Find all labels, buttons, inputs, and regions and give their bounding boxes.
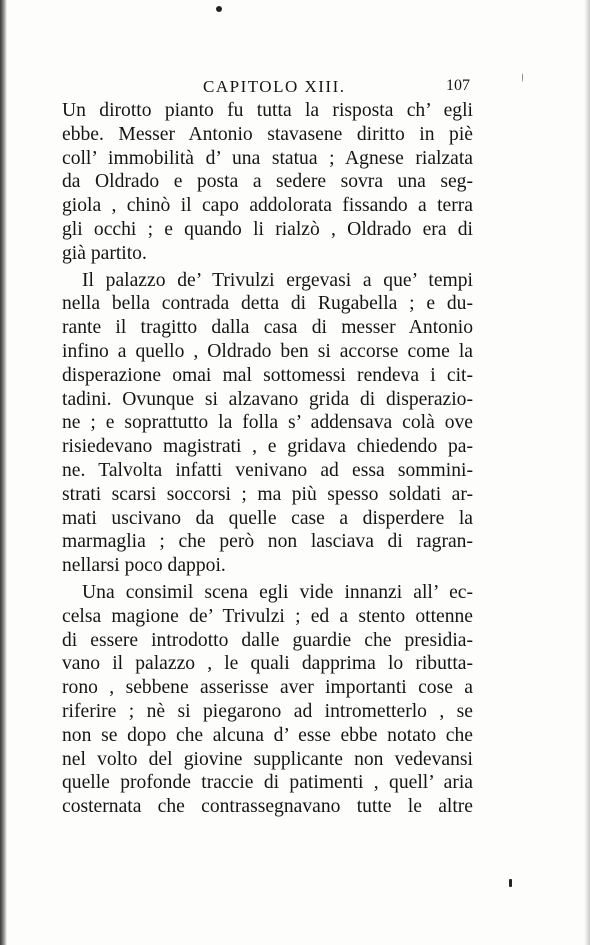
text-line: vano il palazzo , le quali dapprima lo ributta- [62,653,473,675]
text-line: ebbe. Messer Antonio stavasene diritto in piè [62,123,473,145]
text-line: rono , sebbene asserisse aver importanti cose a [62,677,473,699]
text-line: Una consimil scena egli vide innanzi all’ ec- [82,581,473,603]
text-line: coll’ immobilità d’ una statua ; Agnese rialzata [62,147,473,169]
text-line: non se dopo che alcuna d’ esse ebbe notato che [62,724,473,746]
text-line: riferire ; nè si piegarono ad intrometterlo , se [62,700,473,722]
chapter-title: CAPITOLO XIII. [203,77,346,96]
text-line: rante il tragitto dalla casa di messer Antonio [62,317,473,339]
text-line: quelle profonde traccie di patimenti , quell’ aria [62,772,473,794]
text-line: ne ; e soprattutto la folla s’ addensava colà ove [62,412,473,434]
text-line: disperazione omai mal sottomessi rendeva i cit- [62,364,473,386]
body-text [62,99,473,819]
text-line: da Oldrado e posta a sedere sovra una seg- [62,171,473,193]
text-line: nel volto del giovine supplicante non vedevansi [62,748,473,770]
ink-speck [216,6,222,12]
text-line: giola , chinò il capo addolorata fissando a terra [62,195,473,217]
text-line: nellarsi poco dappoi. [62,555,226,577]
text-line: Il palazzo de’ Trivulzi ergevasi a que’ tempi [82,269,473,291]
ink-speck [509,879,512,887]
text-line: già partito. [62,242,147,264]
scan-edge-right [584,0,590,945]
text-line: nella bella contrada detta di Rugabella ; e du- [62,293,473,315]
text-line: gli occhi ; e quando li rialzò , Oldrado era di [62,218,473,240]
text-line: ne. Talvolta infatti venivano ad essa sommini- [62,459,473,481]
text-line: marmaglia ; che però non lasciava di ragran- [62,531,473,553]
text-line: infino a quello , Oldrado ben si accorse come la [62,340,473,362]
text-line: tadini. Ovunque si alzavano grida di disperazio- [62,388,473,410]
text-line: Un dirotto pianto fu tutta la risposta ch’ egli [62,100,473,121]
scan-edge-left [0,0,7,945]
running-head [0,77,590,99]
text-line: di essere introdotto dalle guardie che presidia- [62,629,473,651]
text-line: celsa magione de’ Trivulzi ; ed a stento ottenne [62,605,473,627]
page-number: 107 [446,77,470,94]
text-line: strati scarsi soccorsi ; ma più spesso soldati ar- [62,483,473,505]
text-line: costernata che contrassegnavano tutte le altre [62,796,473,818]
text-line: risiedevano magistrati , e gridava chiedendo pa- [62,436,473,458]
text-line: mati uscivano da quelle case a disperdere la [62,507,473,529]
